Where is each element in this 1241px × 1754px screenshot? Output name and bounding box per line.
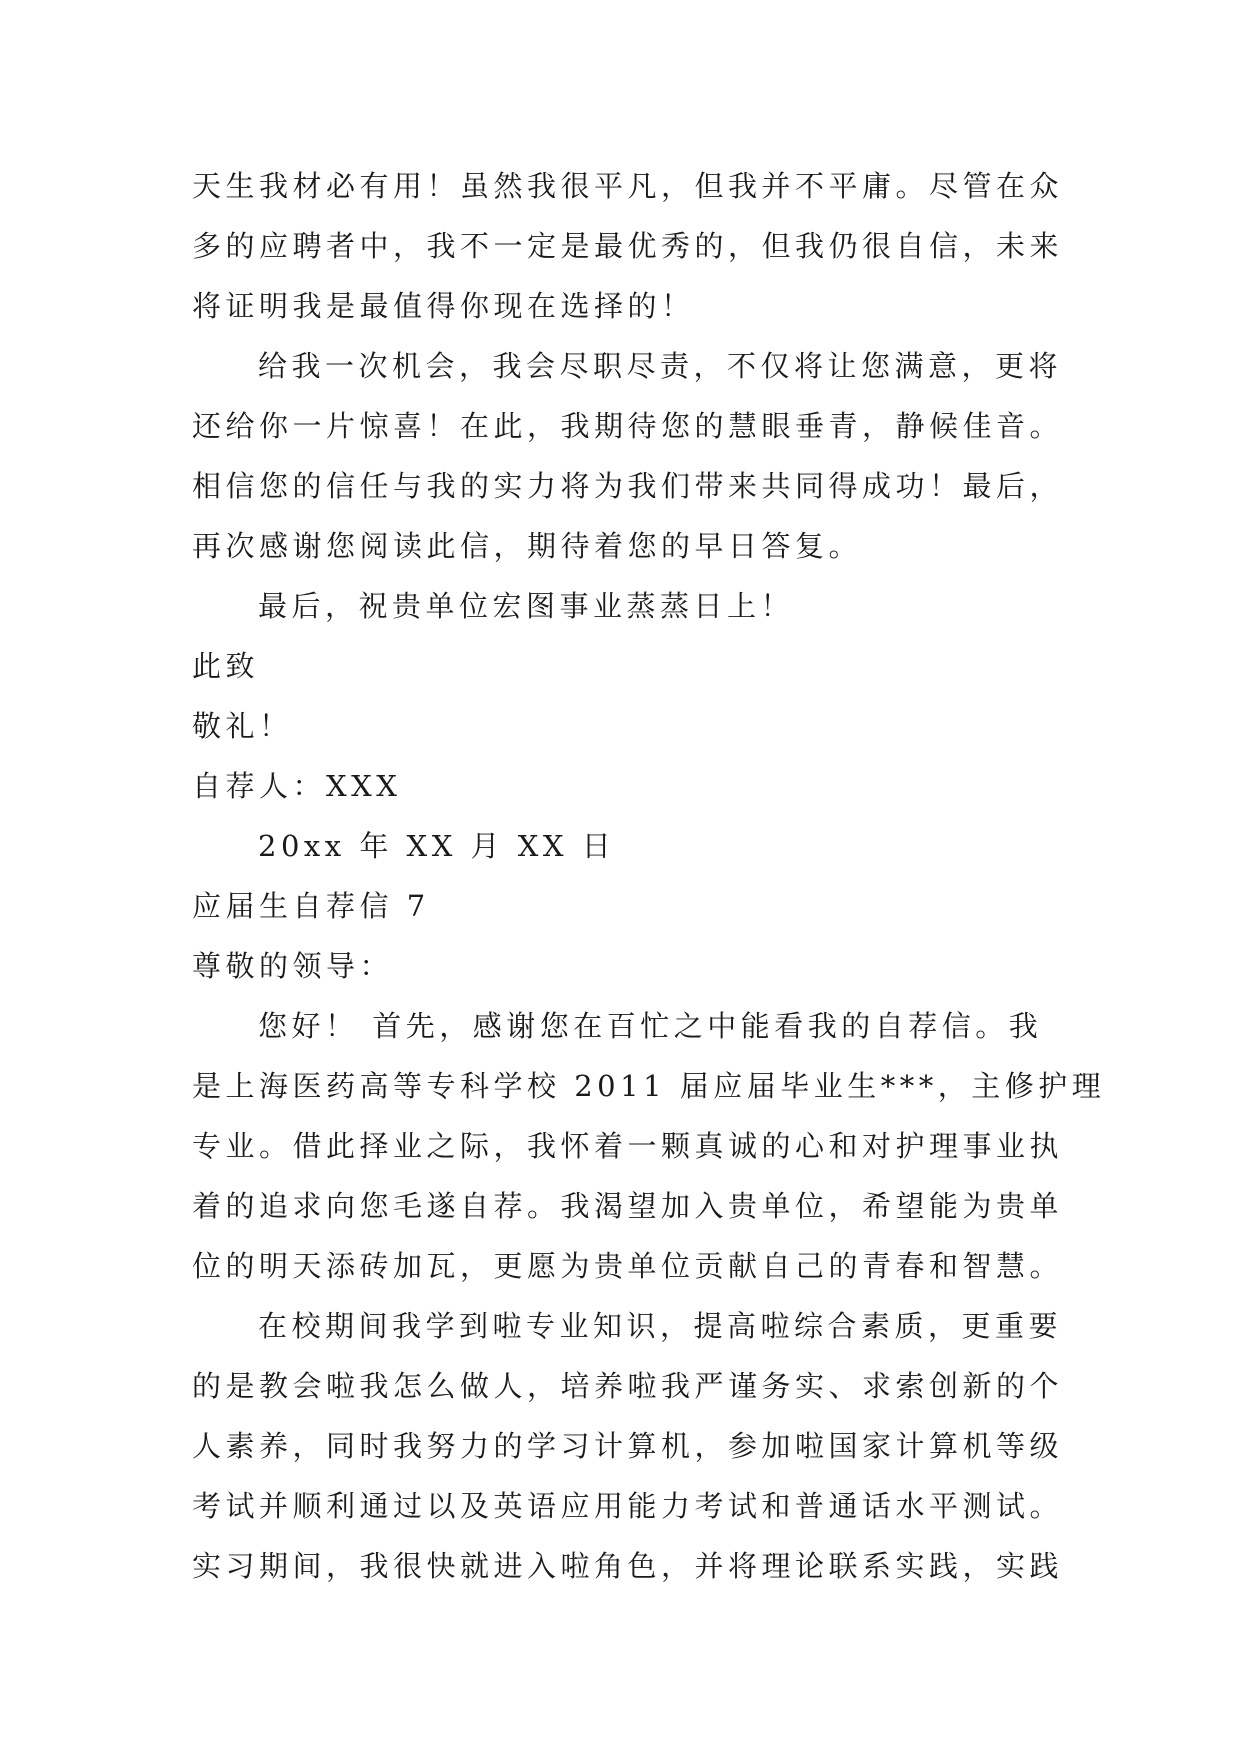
text-line: 尊敬的领导：: [192, 949, 394, 983]
text-line: 还给你一片惊喜！在此，我期待您的慧眼垂青，静候佳音。: [192, 409, 1064, 443]
text-line: 此致: [192, 649, 260, 683]
text-line: 位的明天添砖加瓦，更愿为贵单位贡献自己的青春和智慧。: [192, 1249, 1064, 1283]
text-line: 是上海医药高等专科学校 2011 届应届毕业生***，主修护理: [192, 1069, 1106, 1103]
text-line: 给我一次机会，我会尽职尽责，不仅将让您满意，更将: [258, 349, 1063, 383]
text-line: 将证明我是最值得你现在选择的！: [192, 289, 695, 323]
text-line: 敬礼！: [192, 709, 293, 743]
text-line: 的是教会啦我怎么做人，培养啦我严谨务实、求索创新的个: [192, 1369, 1064, 1403]
text-line: 实习期间，我很快就进入啦角色，并将理论联系实践，实践: [192, 1549, 1064, 1583]
text-line: 专业。借此择业之际，我怀着一颗真诚的心和对护理事业执: [192, 1129, 1064, 1163]
text-line: 人素养，同时我努力的学习计算机，参加啦国家计算机等级: [192, 1429, 1064, 1463]
text-line: 最后，祝贵单位宏图事业蒸蒸日上！: [258, 589, 795, 623]
text-line: 您好！ 首先，感谢您在百忙之中能看我的自荐信。我: [258, 1009, 1043, 1043]
document-body: [192, 156, 1106, 1596]
text-line: 考试并顺利通过以及英语应用能力考试和普通话水平测试。: [192, 1489, 1064, 1523]
text-line: 再次感谢您阅读此信，期待着您的早日答复。: [192, 529, 863, 563]
text-line: 20xx 年 XX 月 XX 日: [258, 829, 616, 863]
text-line: 自荐人：XXX: [192, 769, 402, 803]
text-line: 在校期间我学到啦专业知识，提高啦综合素质，更重要: [258, 1309, 1063, 1343]
text-line: 着的追求向您毛遂自荐。我渴望加入贵单位，希望能为贵单: [192, 1189, 1064, 1223]
text-line: 多的应聘者中，我不一定是最优秀的，但我仍很自信，未来: [192, 229, 1064, 263]
text-line: 天生我材必有用！虽然我很平凡，但我并不平庸。尽管在众: [192, 169, 1064, 203]
text-line: 应届生自荐信 7: [192, 889, 430, 923]
text-line: 相信您的信任与我的实力将为我们带来共同得成功！最后，: [192, 469, 1064, 503]
